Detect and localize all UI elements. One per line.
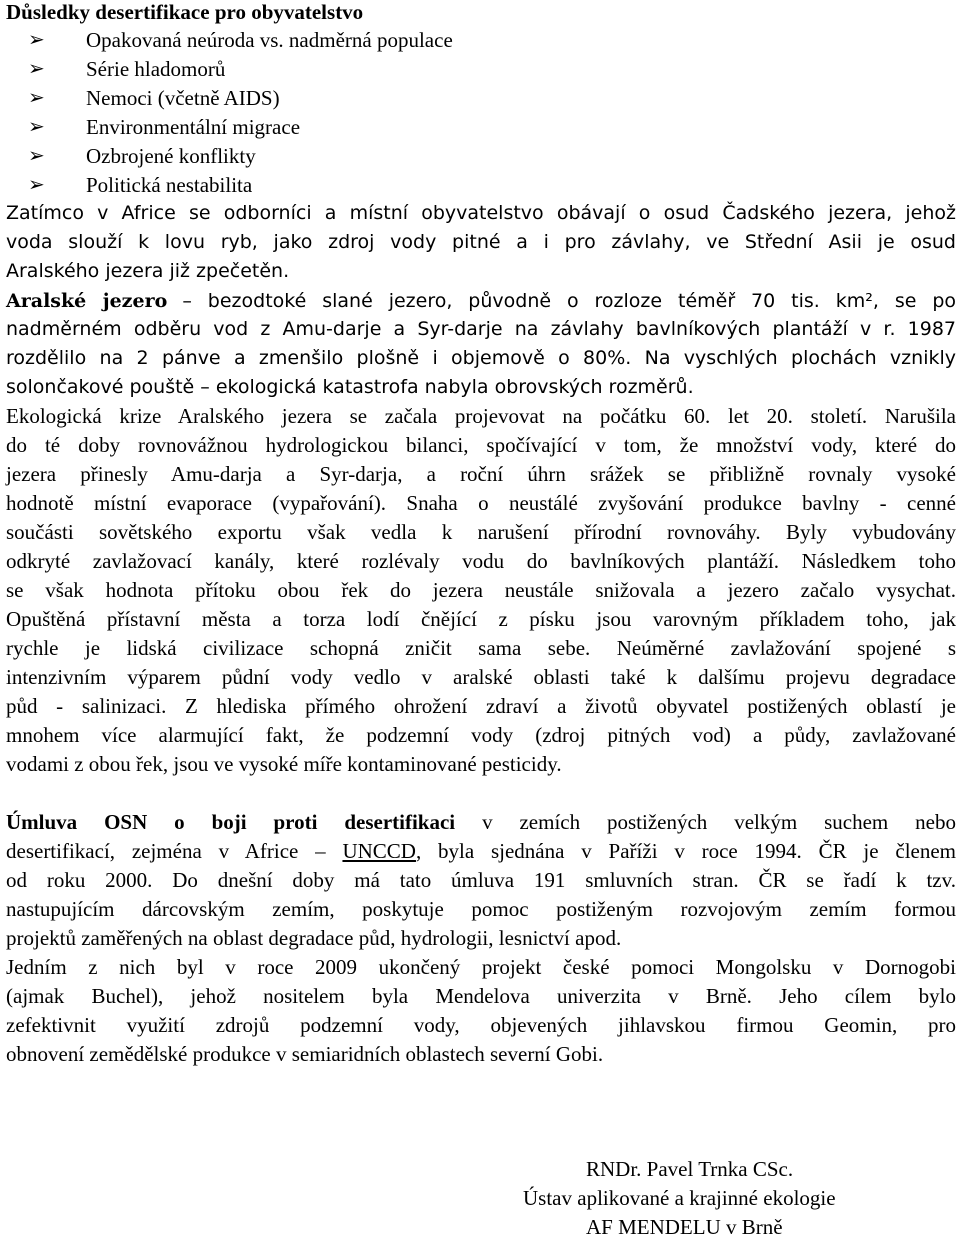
paragraph-line: obnovení zemědělské produkce v semiaridních oblastech severní Gobi. xyxy=(6,1042,604,1066)
paragraph-line: nadměrném odběru vod z Amu-darje a Syr-darje na závlahy bavlníkových plantáží v r. 1987 xyxy=(6,318,956,340)
list-item-text: Environmentální migrace xyxy=(86,115,301,139)
paragraph-line xyxy=(6,837,956,866)
paragraph-line: intenzivním výparem půdní vody vedlo v aralské oblasti také k dalšímu projevu degradace xyxy=(6,665,956,689)
paragraph-line: hodnotě místní evaporace (vypařování). Snaha o neustálé zvyšování produkce bavlny - cenné xyxy=(6,491,956,515)
paragraph-line: nastupujícím dárcovským zemím, poskytuje pomoc postiženým rozvojovým zemím formou xyxy=(6,897,956,921)
list-item xyxy=(6,171,956,200)
list-item xyxy=(6,55,956,84)
paragraph-line: Ekologická krize Aralského jezera se začala projevovat na počátku 60. let 20. století. Narušila xyxy=(6,404,956,428)
paragraph-line: Aralského jezera již zpečetěn. xyxy=(6,260,290,282)
paragraph-line xyxy=(6,808,956,837)
list-item-text: Nemoci (včetně AIDS) xyxy=(86,86,280,110)
paragraph-line: Jedním z nich byl v roce 2009 ukončený projekt české pomoci Mongolsku v Dornogobi xyxy=(6,955,956,979)
paragraph-text: , byla sjednána v Paříži v roce 1994. ČR je členem xyxy=(415,839,957,863)
paragraph-line: od roku 2000. Do dnešní doby má tato úmluva 191 smluvních stran. ČR se řadí k tzv. xyxy=(6,868,956,892)
paragraph-line: Zatímco v Africe se odborníci a místní obyvatelstvo obávají o osud Čadského jezera, jehož xyxy=(6,202,956,224)
list-item xyxy=(6,113,956,142)
paragraph-line: mnohem více alarmující fakt, že podzemní vody (zdroj pitných vod) a půdy, zavlažované xyxy=(6,723,956,747)
arrow-bullet-icon: ➢ xyxy=(28,87,45,109)
arrow-bullet-icon: ➢ xyxy=(28,145,45,167)
list-item-text: Série hladomorů xyxy=(86,57,226,81)
paragraph-line: odkryté zavlažovací kanály, které rozlévaly vodu do bavlníkových plantáží. Následkem toho xyxy=(6,549,956,573)
paragraph-line xyxy=(6,286,956,315)
arrow-bullet-icon: ➢ xyxy=(28,29,45,51)
author-faculty: AF MENDELU v Brně xyxy=(586,1215,783,1239)
paragraph-line: (ajmak Buchel), jehož nositelem byla Mendelova univerzita v Brně. Jeho cílem bylo xyxy=(6,984,956,1008)
arrow-bullet-icon: ➢ xyxy=(28,116,45,138)
paragraph-line: rozdělilo na 2 pánve a zmenšilo plošně i objemově o 80%. Na vyschlých plochách vznikly xyxy=(6,347,956,369)
paragraph-text: v zemích postižených velkým suchem nebo xyxy=(482,810,956,834)
term-unccd-convention: Úmluva OSN o boji proti desertifikaci xyxy=(6,810,456,834)
list-item xyxy=(6,84,956,113)
author-name: RNDr. Pavel Trnka CSc. xyxy=(586,1157,794,1181)
term-aral-lake: Aralské jezero xyxy=(6,290,168,312)
section-heading: Důsledky desertifikace pro obyvatelstvo xyxy=(6,0,364,24)
paragraph-line: rychle je lidská civilizace schopná zničit sama sebe. Neúměrné zavlažování spojené s xyxy=(6,636,956,660)
paragraph-line: součásti sovětského exportu však vedla k narušení přírodní rovnováhy. Byly vybudovány xyxy=(6,520,956,544)
paragraph-line: vodami z obou řek, jsou ve vysoké míře kontaminované pesticidy. xyxy=(6,752,562,776)
paragraph-line: solončakové pouště – ekologická katastrofa nabyla obrovských rozměrů. xyxy=(6,376,694,398)
paragraph-line: do té doby rovnovážnou hydrologickou bilanci, spočívající v tom, že množství vody, které do xyxy=(6,433,956,457)
paragraph-line: půd - salinizaci. Z hlediska přímého ohrožení zdraví a životů obyvatel postižených oblastí je xyxy=(6,694,956,718)
list-item-text: Politická nestabilita xyxy=(86,173,253,197)
list-item xyxy=(6,142,956,171)
paragraph-line: projektů zaměřených na oblast degradace půd, hydrologii, lesnictví apod. xyxy=(6,926,622,950)
paragraph-text: desertifikací, zejména v Africe – xyxy=(6,839,343,863)
list-item-text: Opakovaná neúroda vs. nadměrná populace xyxy=(86,28,453,52)
arrow-bullet-icon: ➢ xyxy=(28,58,45,80)
unccd-abbreviation: UNCCD xyxy=(342,839,416,863)
arrow-bullet-icon: ➢ xyxy=(28,174,45,196)
paragraph-line: Opuštěná přístavní města a torza lodí čnějící z písku jsou varovným příkladem toho, jak xyxy=(6,607,956,631)
paragraph-line: zefektivnit využití zdrojů podzemní vody, objevených jihlavskou firmou Geomin, pro xyxy=(6,1013,956,1037)
list-item xyxy=(6,26,956,55)
paragraph-line: se však hodnota přítoku obou řek do jezera neustále snižovala a jezero začalo vysychat. xyxy=(6,578,956,602)
paragraph-line: voda slouží k lovu ryb, jako zdroj vody pitné a i pro závlahy, ve Střední Asii je osud xyxy=(6,231,956,253)
paragraph-text: – bezodtoké slané jezero, původně o rozloze téměř 70 tis. km², se po xyxy=(182,290,957,312)
list-item-text: Ozbrojené konflikty xyxy=(86,144,256,168)
paragraph-line: jezera přinesly Amu-darja a Syr-darja, a roční úhrn srážek se přibližně rovnaly vysoké xyxy=(6,462,956,486)
author-institute: Ústav aplikované a krajinné ekologie xyxy=(523,1186,836,1210)
